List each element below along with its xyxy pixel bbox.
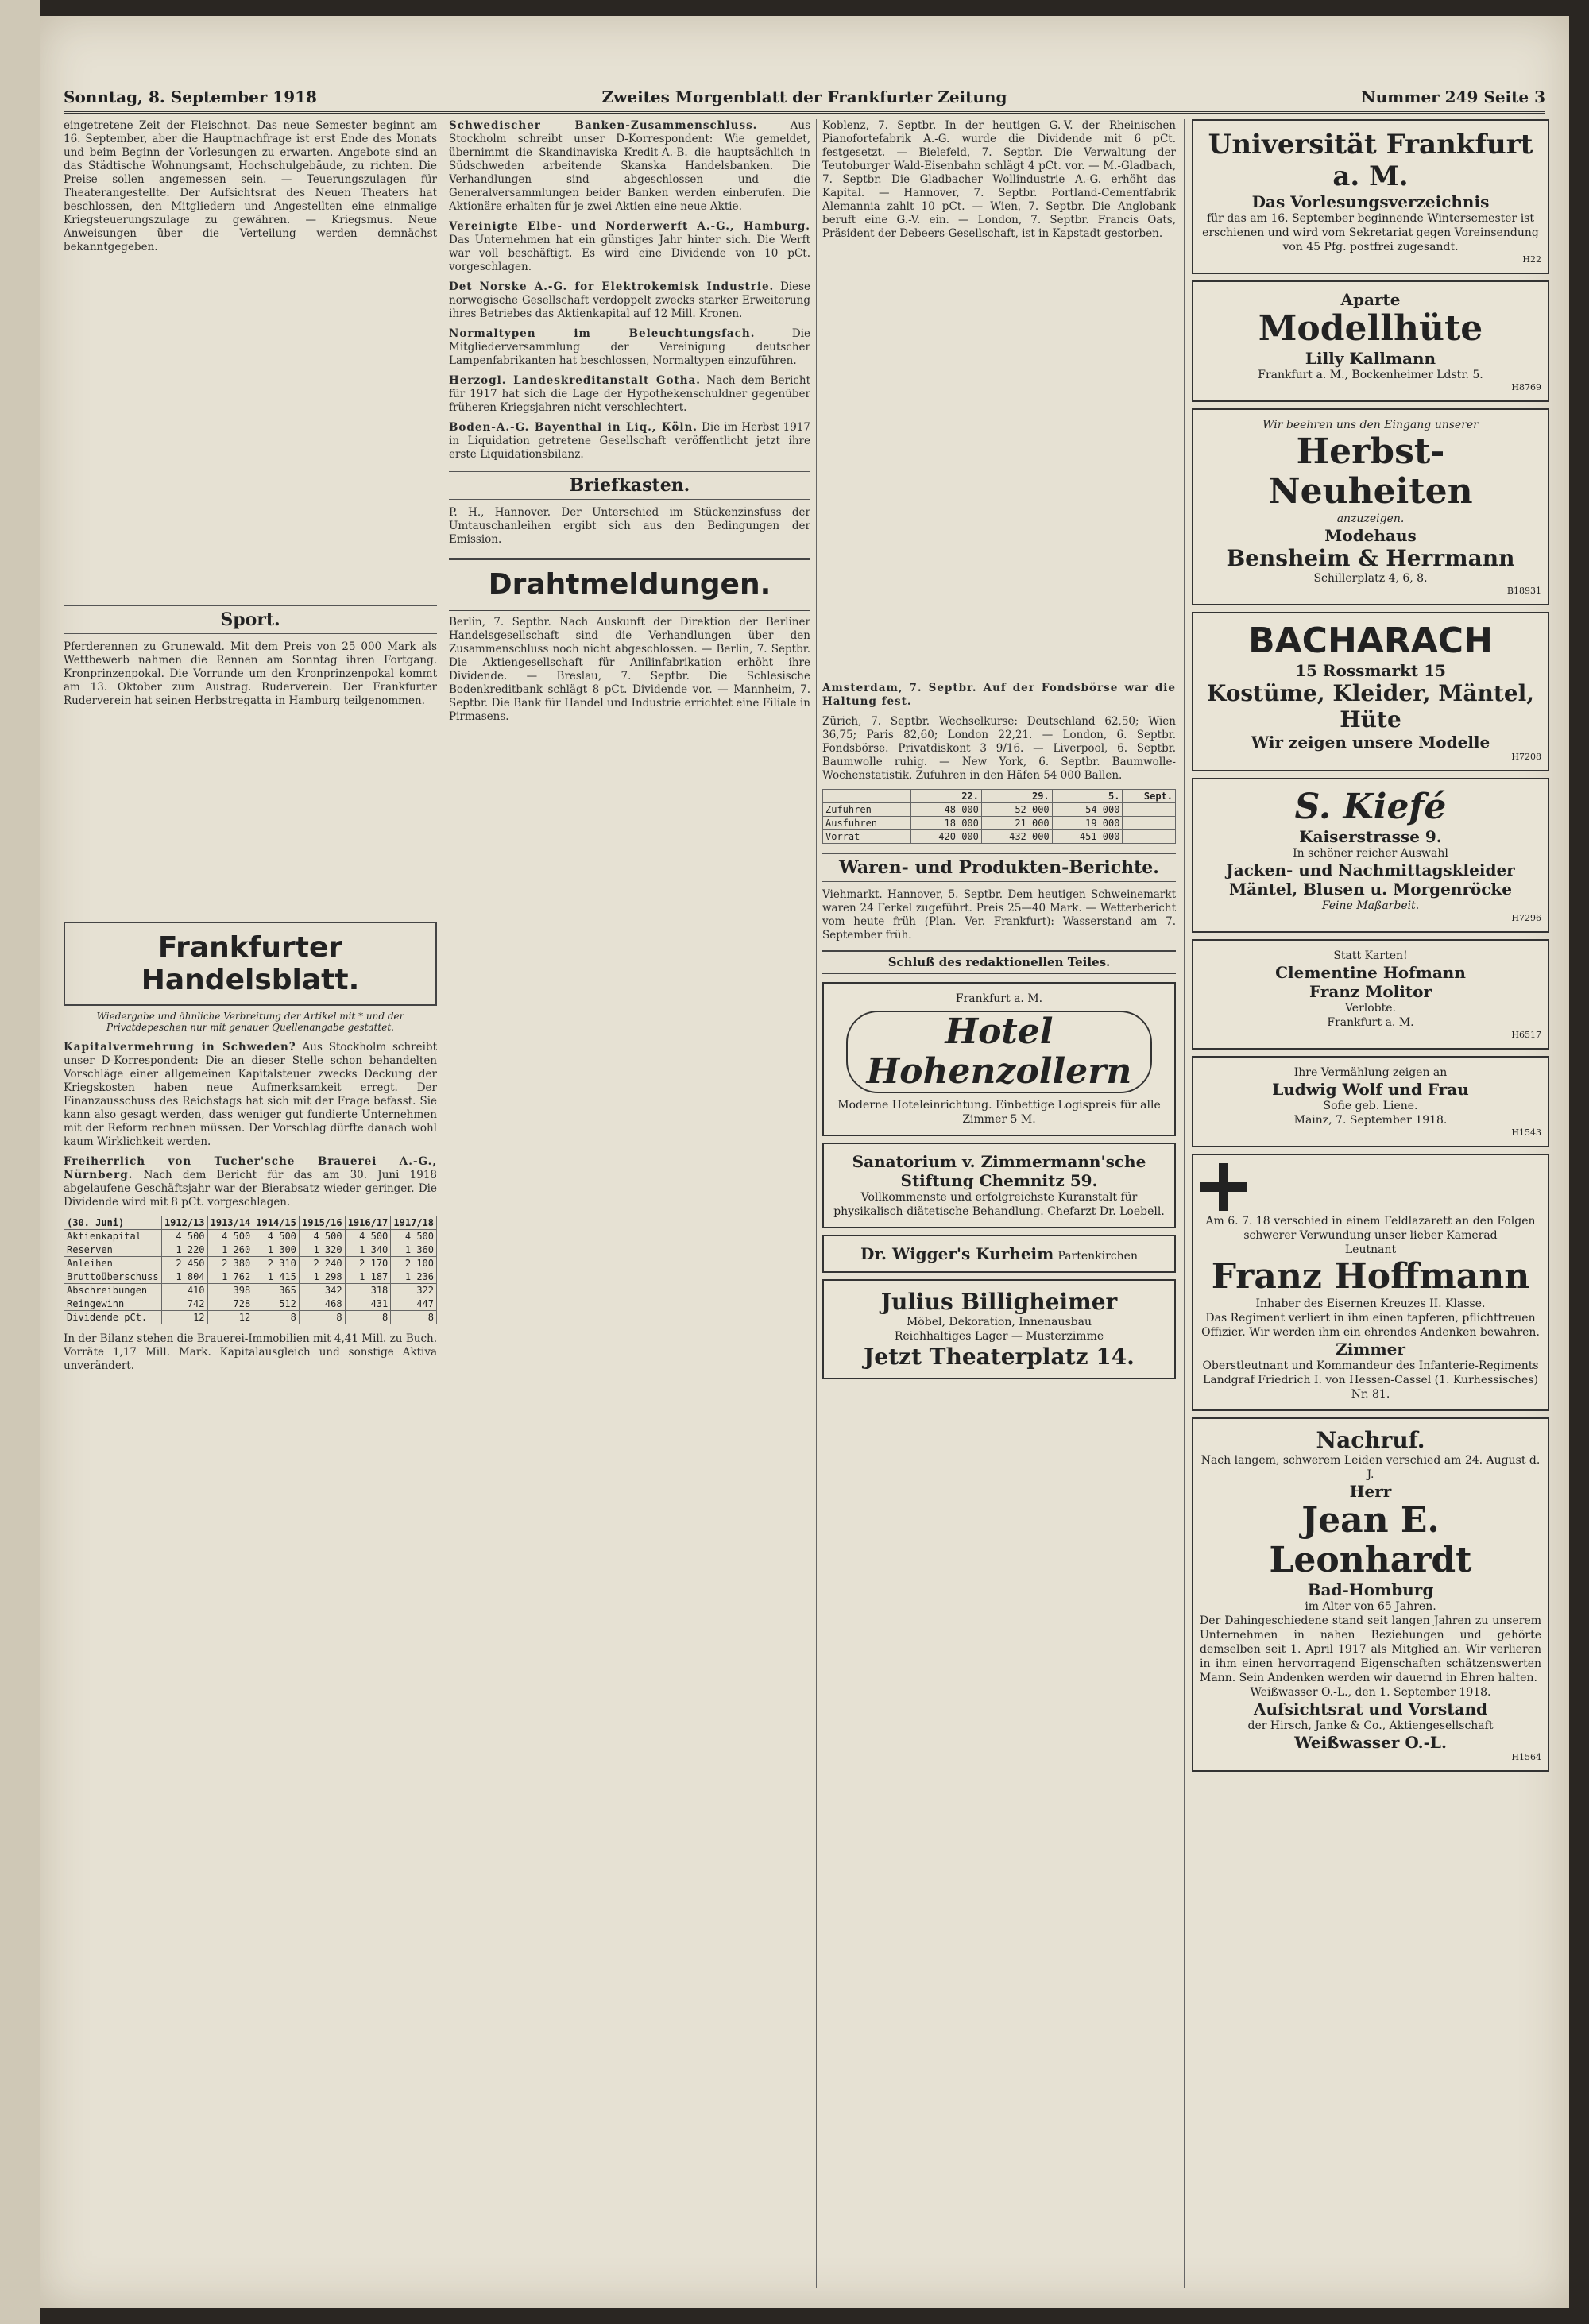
ad-code: H1564 — [1511, 1752, 1541, 1762]
bacharach-goods: Kostüme, Kleider, Mäntel, Hüte — [1206, 680, 1535, 733]
engagement-name-a: Clementine Hofmann — [1275, 963, 1466, 982]
kiefe-goods: Jacken- und Nachmittagskleider Mäntel, Blusen u. Morgenröcke — [1226, 860, 1515, 899]
kiefe-ad — [1192, 778, 1549, 933]
markets-heading — [822, 682, 1176, 709]
table-cell: 12 — [207, 1311, 253, 1324]
table-cell: 742 — [161, 1297, 207, 1311]
hotel-ad — [822, 982, 1176, 1136]
table-cell: 18 000 — [911, 817, 982, 830]
bank-article — [449, 119, 810, 214]
table-cell: 2 310 — [253, 1257, 300, 1270]
kapital-title: Kapitalvermehrung in Schweden? — [64, 1041, 296, 1054]
herbst-ad — [1192, 408, 1549, 605]
brauerei-text: Nach dem Bericht für das am 30. Juni 1918 abgelaufene Geschäftsjahr war der Bierabsatz wieder geringer. Die Dividende wird mit 8 pCt. vorgeschlagen. — [64, 1169, 437, 1208]
markets-title: Amsterdam, 7. Septbr. Auf der Fondsbörse war die Haltung fest. — [822, 682, 1176, 708]
table-cell: 4 500 — [207, 1230, 253, 1243]
table-cell: 54 000 — [1052, 803, 1123, 817]
briefkasten-heading: Briefkasten. — [449, 471, 810, 500]
sanatorium-text: Vollkommenste und erfolgreichste Kuranstalt für physikalisch-diätetische Behandlung. Chefarzt Dr. Loebell. — [833, 1191, 1165, 1218]
masthead-paper: Zweites Morgenblatt der Frankfurter Zeitung — [601, 87, 1007, 106]
table-cell: Vorrat — [823, 830, 911, 844]
norsk-text: Diese norwegische Gesellschaft verdoppelt zwecks starker Erweiterung ihres Betriebes das Aktienkapital auf 12 Mill. Kronen. — [449, 280, 810, 320]
death-signer-role: Oberstleutnant und Kommandeur des Infanterie-Regiments Landgraf Friedrich I. von Hessen-Cassel (1. Kurhessisches) Nr. 81. — [1202, 1359, 1539, 1401]
column-4 — [1192, 119, 1549, 2288]
billigheimer-name: Julius Billigheimer — [880, 1289, 1118, 1315]
boden-title: Boden-A.-G. Bayenthal in Liq., Köln. — [449, 421, 698, 434]
cotton-table — [822, 789, 1176, 844]
hotel-city: Frankfurt a. M. — [955, 992, 1043, 1005]
obituary-place: Bad-Homburg — [1307, 1580, 1434, 1599]
table-header: 1916/17 — [345, 1216, 391, 1230]
table-cell: 410 — [161, 1284, 207, 1297]
handelsblatt-note: Wiedergabe und ähnliche Verbreitung der Artikel mit * und der Privatdepeschen nur mit genauer Quellenangabe gestattet. — [96, 1011, 404, 1033]
billigheimer-lager: Reichhaltiges Lager — Musterzimme — [894, 1330, 1104, 1343]
table-cell: 1 298 — [299, 1270, 345, 1284]
herbst-house: Modehaus — [1324, 526, 1417, 545]
previous-page-edge — [0, 0, 40, 2324]
death-order: Inhaber des Eisernen Kreuzes II. Klasse. — [1255, 1297, 1486, 1310]
table-header: 1917/18 — [391, 1216, 437, 1230]
herbst-pre: Wir beehren uns den Eingang unserer — [1262, 419, 1479, 431]
death-notice-hoffmann — [1192, 1154, 1549, 1411]
table-row — [64, 1270, 437, 1284]
bacharach-models: Wir zeigen unsere Modelle — [1251, 733, 1490, 752]
table-cell: 1 762 — [207, 1270, 253, 1284]
table-row — [64, 1311, 437, 1324]
column-1 — [64, 119, 437, 2288]
table-cell: Dividende pCt. — [64, 1311, 162, 1324]
bacharach-title: BACHARACH — [1248, 621, 1493, 661]
lampen-article — [449, 327, 810, 368]
table-cell: 420 000 — [911, 830, 982, 844]
table-cell: 2 380 — [207, 1257, 253, 1270]
table-cell: 8 — [391, 1311, 437, 1324]
modellhute-address: Frankfurt a. M., Bockenheimer Ldstr. 5. — [1258, 369, 1483, 381]
wedding-names: Ludwig Wolf und Frau — [1272, 1080, 1469, 1099]
waren-text: Viehmarkt. Hannover, 5. Septbr. Dem heutigen Schweinemarkt waren 24 Ferkel zugeführt. Preis 25—40 Mark. — Wetterbericht vom heute früh (Plan. Ver. Frankfurt): Wasserstand am 7. September früh. — [822, 888, 1176, 942]
table-cell: 8 — [345, 1311, 391, 1324]
bacharach-ad — [1192, 612, 1549, 771]
obituary-leonhardt — [1192, 1417, 1549, 1772]
obituary-date: Weißwasser O.-L., den 1. September 1918. — [1250, 1686, 1491, 1699]
table-row — [64, 1230, 437, 1243]
elbe-article — [449, 220, 810, 274]
table-header — [823, 790, 911, 803]
sport-heading: Sport. — [64, 605, 437, 634]
table-header: 22. — [911, 790, 982, 803]
elbe-text: Das Unternehmen hat ein günstiges Jahr hinter sich. Die Werft war voll beschäftigt. Es wird eine Dividende von 10 pCt. vorgeschlagen. — [449, 234, 810, 273]
bacharach-address: 15 Rossmarkt 15 — [1295, 661, 1446, 680]
billigheimer-ad — [822, 1279, 1176, 1379]
table-row — [823, 817, 1176, 830]
ad-code: H7296 — [1511, 913, 1541, 923]
obituary-title: Nachruf. — [1316, 1427, 1425, 1453]
engagement-top: Statt Karten! — [1333, 949, 1408, 962]
table-cell: 2 240 — [299, 1257, 345, 1270]
table-cell: Reserven — [64, 1243, 162, 1257]
engagement-notice — [1192, 939, 1549, 1050]
masthead — [64, 87, 1545, 114]
kapital-article — [64, 1041, 437, 1149]
table-row — [64, 1297, 437, 1311]
table-header: 29. — [981, 790, 1052, 803]
table-cell: 21 000 — [981, 817, 1052, 830]
ad-code: H22 — [1522, 254, 1541, 265]
obituary-intro: Nach langem, schwerem Leiden verschied am 24. August d. J. — [1200, 1454, 1541, 1481]
table-row — [64, 1243, 437, 1257]
table-cell: 1 415 — [253, 1270, 300, 1284]
engagement-name-b: Franz Molitor — [1309, 982, 1432, 1001]
death-body: Das Regiment verliert in ihm einen tapferen, pflichttreuen Offizier. Wir werden ihm ein ehrendes Andenken bewahren. — [1201, 1312, 1540, 1339]
obituary-sign-2: der Hirsch, Janke & Co., Aktiengesellschaft — [1247, 1719, 1494, 1732]
table-cell: 1 220 — [161, 1243, 207, 1257]
hotel-sub: Moderne Hoteleinrichtung. Einbettige Logispreis für alle Zimmer 5 M. — [837, 1099, 1161, 1126]
bank-title: Schwedischer Banken-Zusammenschluss. — [449, 119, 758, 132]
table-header: (30. Juni) — [64, 1216, 162, 1230]
table-cell: 512 — [253, 1297, 300, 1311]
table-cell: 4 500 — [161, 1230, 207, 1243]
waren-heading: Waren- und Produkten-Berichte. — [822, 853, 1176, 882]
gotha-text: Nach dem Bericht für 1917 hat sich die Lage der Hypothekenschuldner gegenüber früheren Kriegsjahren nicht verschlechtert. — [449, 374, 810, 414]
column-3 — [822, 119, 1176, 2288]
hotel-name: Hotel Hohenzollern — [846, 1011, 1152, 1093]
university-text: für das am 16. September beginnende Wintersemester ist erschienen und wird vom Sekretariat gegen Voreinsendung von 45 Pfg. postfrei zugesandt. — [1202, 212, 1539, 253]
kurheim-place: Partenkirchen — [1057, 1250, 1138, 1263]
masthead-date: Sonntag, 8. September 1918 — [64, 87, 317, 106]
brauerei-title: Freiherrlich von Tucher'sche Brauerei A.-G., Nürnberg. — [64, 1155, 437, 1181]
table-row — [64, 1284, 437, 1297]
table-cell: 1 300 — [253, 1243, 300, 1257]
table-cell: 398 — [207, 1284, 253, 1297]
table-cell: 322 — [391, 1284, 437, 1297]
table-cell: 1 804 — [161, 1270, 207, 1284]
kapital-text: Aus Stockholm schreibt unser D-Korrespondent: Die an dieser Stelle schon behandelten Vorschläge einer allgemeinen Kapitalsteuer zwecks Deckung der Kriegskosten haben neue Aufmerksamkeit erregt. Der Finanzausschuss des Reichstags hat sich mit der Frage befasst. Sie kann also gesagt werden, dass weniger gut fundierte Unternehmen mit der Reform rechnen müssen. Der Vorschlag dürfte danach wohl kaum Wirklichkeit werden. — [64, 1041, 437, 1148]
bank-text: Aus Stockholm schreibt unser D-Korrespondent: Wie gemeldet, übernimmt die Skandinaviska Kredit-A.-B. die hauptsächlich in Südschweden arbeitende Skanska Handelsbanken. Die Verhandlungen sind abgeschlossen und die Generalversammlungen beider Banken werden einberufen. Die Aktionäre erhalten für je zwei Aktien eine neue Aktie. — [449, 119, 810, 213]
table-cell: 1 236 — [391, 1270, 437, 1284]
lampen-title: Normaltypen im Beleuchtungsfach. — [449, 327, 756, 340]
wedding-place: Mainz, 7. September 1918. — [1293, 1114, 1448, 1127]
table-cell — [1123, 817, 1176, 830]
modellhute-ad — [1192, 280, 1549, 402]
drahtmeldungen-text: Berlin, 7. Septbr. Nach Auskunft der Direktion der Berliner Handelsgesellschaft sind die Verhandlungen über den Zusammenschluss noch nicht abgeschlossen. — Berlin, 7. Septbr. Die Aktiengesellschaft für Anilinfabrikation erhöht ihre Dividende. — Breslau, 7. Septbr. Die Schlesische Bodenkreditbank schlägt 8 pCt. Dividende vor. — Mannheim, 7. Septbr. Die Bank für Handel und Industrie errichtet eine Filiale in Pirmasens. — [449, 616, 810, 723]
ad-code: H1543 — [1511, 1127, 1541, 1138]
table-cell: 19 000 — [1052, 817, 1123, 830]
local-news: eingetretene Zeit der Fleischnot. Das neue Semester beginnt am 16. September, aber die Hauptnachfrage ist erst Ende des Monats und beim Beginn der Vorlesungen zu erwarten. Angebote sind an das Städtische Wohnungsamt, Hochschulgebäude, zu richten. Die Preise sollen angemessen sein. — Teuerungszulagen für Theaterangestellte. Der Aufsichtsrat des Neuen Theaters hat beschlossen, den Mitgliedern und Angestellten eine einmalige Kriegsteuerungszulage zu gewähren. — Kriegsmus. Neue Anweisungen über die Verteilung werden demnächst bekanntgegeben. — [64, 119, 437, 253]
obituary-sign-3: Weißwasser O.-L. — [1294, 1733, 1447, 1752]
masthead-number: Nummer 249 Seite 3 — [1361, 87, 1545, 106]
table-cell: 318 — [345, 1284, 391, 1297]
wedding-top: Ihre Vermählung zeigen an — [1293, 1066, 1448, 1079]
table-cell: 52 000 — [981, 803, 1052, 817]
boden-text: Die im Herbst 1917 in Liquidation getretene Gesellschaft veröffentlicht jetzt ihre erste Liquidationsbilanz. — [449, 421, 810, 461]
ad-code: B18931 — [1506, 586, 1541, 596]
markets-text: Zürich, 7. Septbr. Wechselkurse: Deutschland 62,50; Wien 36,75; Paris 82,60; London 22,21. — London, 6. Septbr. Fondsbörse. Privatdiskont 3 9/16. — Liverpool, 6. Septbr. Baumwolle ruhig. — New York, 6. Septbr. Baumwolle-Wochenstatistik. Zufuhren in den Häfen 54 000 Ballen. — [822, 715, 1176, 782]
table-row — [64, 1257, 437, 1270]
table-cell: 1 320 — [299, 1243, 345, 1257]
column-2 — [449, 119, 810, 2288]
death-signer: Zimmer — [1336, 1340, 1405, 1359]
table-header: Sept. — [1123, 790, 1176, 803]
table-cell: 12 — [161, 1311, 207, 1324]
herbst-address: Schillerplatz 4, 6, 8. — [1313, 572, 1428, 585]
obituary-name: Jean E. Leonhardt — [1269, 1500, 1472, 1580]
obituary-age: im Alter von 65 Jahren. — [1305, 1600, 1436, 1613]
billigheimer-text: Möbel, Dekoration, Innenausbau — [906, 1316, 1092, 1328]
kiefe-fine: Feine Maßarbeit. — [1321, 899, 1420, 912]
brauerei-article — [64, 1155, 437, 1209]
table-cell: 4 500 — [299, 1230, 345, 1243]
table-cell: 8 — [299, 1311, 345, 1324]
boden-article — [449, 421, 810, 462]
kiefe-title: S. Kiefé — [1294, 787, 1447, 827]
university-sub: Das Vorlesungsverzeichnis — [1251, 192, 1490, 211]
briefkasten-text: P. H., Hannover. Der Unterschied im Stückenzinsfuss der Umtauschanleihen ergibt sich aus den Bedingungen der Emission. — [449, 506, 810, 546]
table-cell: 4 500 — [345, 1230, 391, 1243]
kiefe-text: In schöner reicher Auswahl — [1293, 847, 1448, 860]
wedding-notice — [1192, 1056, 1549, 1147]
gotha-title: Herzogl. Landeskreditanstalt Gotha. — [449, 374, 702, 387]
obituary-herr: Herr — [1349, 1482, 1392, 1501]
university-ad — [1192, 119, 1549, 274]
death-name: Franz Hoffmann — [1211, 1256, 1530, 1297]
table-header: 5. — [1052, 790, 1123, 803]
ad-code: H7208 — [1511, 752, 1541, 762]
brauerei-table — [64, 1216, 437, 1324]
billigheimer-address: Jetzt Theaterplatz 14. — [864, 1344, 1135, 1370]
sanatorium-ad — [822, 1143, 1176, 1228]
kurheim-ad — [822, 1235, 1176, 1273]
end-editorial: Schluß des redaktionellen Teiles. — [822, 950, 1176, 974]
table-header: 1912/13 — [161, 1216, 207, 1230]
modellhute-top: Aparte — [1340, 290, 1401, 309]
gotha-article — [449, 374, 810, 415]
elbe-title: Vereinigte Elbe- und Norderwerft A.-G., Hamburg. — [449, 220, 810, 233]
table-header: 1915/16 — [299, 1216, 345, 1230]
table-header: 1914/15 — [253, 1216, 300, 1230]
modellhute-name: Lilly Kallmann — [1305, 349, 1436, 368]
table-cell — [1123, 830, 1176, 844]
brauerei-closing: In der Bilanz stehen die Brauerei-Immobilien mit 4,41 Mill. zu Buch. Vorräte 1,17 Mill. Mark. Kapitalausgleich und sonstige Aktiva unverändert. — [64, 1332, 437, 1372]
norsk-article — [449, 280, 810, 321]
table-cell: 4 500 — [391, 1230, 437, 1243]
engagement-place: Frankfurt a. M. — [1327, 1016, 1414, 1029]
sanatorium-name: Sanatorium v. Zimmermann'sche Stiftung Chemnitz 59. — [852, 1152, 1146, 1190]
column-rule — [1184, 119, 1185, 2288]
table-cell: 2 450 — [161, 1257, 207, 1270]
table-cell: 8 — [253, 1311, 300, 1324]
table-cell: 431 — [345, 1297, 391, 1311]
ad-code: H6517 — [1511, 1030, 1541, 1040]
kurheim-name: Dr. Wigger's Kurheim — [860, 1244, 1054, 1263]
table-cell: 1 340 — [345, 1243, 391, 1257]
wedding-born: Sofie geb. Liene. — [1323, 1100, 1418, 1112]
table-cell: 1 360 — [391, 1243, 437, 1257]
newspaper-page — [40, 16, 1569, 2308]
table-cell: 447 — [391, 1297, 437, 1311]
table-cell — [1123, 803, 1176, 817]
engagement-label: Verlobte. — [1344, 1002, 1397, 1015]
table-cell: 2 170 — [345, 1257, 391, 1270]
herbst-title: Herbst-Neuheiten — [1268, 431, 1473, 512]
table-cell: 365 — [253, 1284, 300, 1297]
norsk-title: Det Norske A.-G. for Elektrokemisk Industrie. — [449, 280, 775, 293]
table-cell: Bruttoüberschuss — [64, 1270, 162, 1284]
table-cell: 1 260 — [207, 1243, 253, 1257]
table-cell: 4 500 — [253, 1230, 300, 1243]
koblenz-reports: Koblenz, 7. Septbr. In der heutigen G.-V. der Rheinischen Pianofortefabrik A.-G. wurde die Dividende mit 6 pCt. festgesetzt. — Bielefeld, 7. Septbr. Die Verwaltung der Teutoburger Wald-Eisenbahn schlägt 4 pCt. vor. — M.-Gladbach, 7. Septbr. Die Gladbacher Wollindustrie A.-G. erhöht das Kapital. — Hannover, 7. Septbr. Portland-Cementfabrik Alemannia zahlt 10 pCt. — Wien, 7. Septbr. Die Anglobank beruft eine G.-V. ein. — London, 7. Septbr. Francis Oats, Präsident der Debeers-Gesellschaft, ist in Kapstadt gestorben. — [822, 119, 1176, 240]
table-cell: Anleihen — [64, 1257, 162, 1270]
table-cell: 432 000 — [981, 830, 1052, 844]
table-cell: 728 — [207, 1297, 253, 1311]
lampen-text: Die Mitgliederversammlung der Vereinigung deutscher Lampenfabrikanten hat beschlossen, Normaltypen einzuführen. — [449, 327, 810, 367]
ad-code: H8769 — [1511, 382, 1541, 392]
table-cell: Reingewinn — [64, 1297, 162, 1311]
table-header-row — [823, 790, 1176, 803]
death-rank: Leutnant — [1344, 1243, 1397, 1256]
table-cell: 1 187 — [345, 1270, 391, 1284]
table-cell: Aktienkapital — [64, 1230, 162, 1243]
herbst-post: anzuzeigen. — [1336, 512, 1405, 525]
modellhute-title: Modellhüte — [1258, 308, 1483, 349]
table-row — [823, 803, 1176, 817]
table-cell: Zufuhren — [823, 803, 911, 817]
table-header-row — [64, 1216, 437, 1230]
table-cell: 2 100 — [391, 1257, 437, 1270]
sport-text: Pferderennen zu Grunewald. Mit dem Preis von 25 000 Mark als Wettbewerb nahmen die Rennen am Sonntag ihren Fortgang. Kronprinzenpokal. Die Vorrunde um den Kronprinzenpokal kommt am 13. Oktober zum Austrag. Ruderverein. Der Frankfurter Ruderverein hat seinen Herbstregatta in Hamburg teilgenommen. — [64, 640, 437, 707]
handelsblatt-heading: Frankfurter Handelsblatt. — [64, 922, 437, 1006]
kiefe-address: Kaiserstrasse 9. — [1299, 827, 1442, 846]
table-cell: 342 — [299, 1284, 345, 1297]
death-intro: Am 6. 7. 18 verschied in einem Feldlazarett an den Folgen schwerer Verwundung unser lieber Kamerad — [1205, 1215, 1536, 1242]
table-cell: 468 — [299, 1297, 345, 1311]
table-cell: 48 000 — [911, 803, 982, 817]
university-title: Universität Frankfurt a. M. — [1208, 129, 1533, 192]
table-row — [823, 830, 1176, 844]
table-cell: Ausfuhren — [823, 817, 911, 830]
table-header: 1913/14 — [207, 1216, 253, 1230]
obituary-body: Der Dahingeschiedene stand seit langen Jahren zu unserem Unternehmen in nahen Beziehungen und gehörte demselben seit 1. April 1917 als Mitglied an. Wir verlieren in ihm einen hervorragend Eigenschaften schätzenswerten Mann. Sein Andenken werden wir dauernd in Ehren halten. — [1200, 1614, 1541, 1684]
obituary-sign-1: Aufsichtsrat und Vorstand — [1253, 1699, 1487, 1719]
table-cell: 451 000 — [1052, 830, 1123, 844]
column-rule — [816, 119, 817, 2288]
drahtmeldungen-heading: Drahtmeldungen. — [449, 558, 810, 611]
herbst-name: Bensheim & Herrmann — [1226, 545, 1515, 571]
iron-cross-icon — [1200, 1163, 1247, 1211]
table-cell: Abschreibungen — [64, 1284, 162, 1297]
